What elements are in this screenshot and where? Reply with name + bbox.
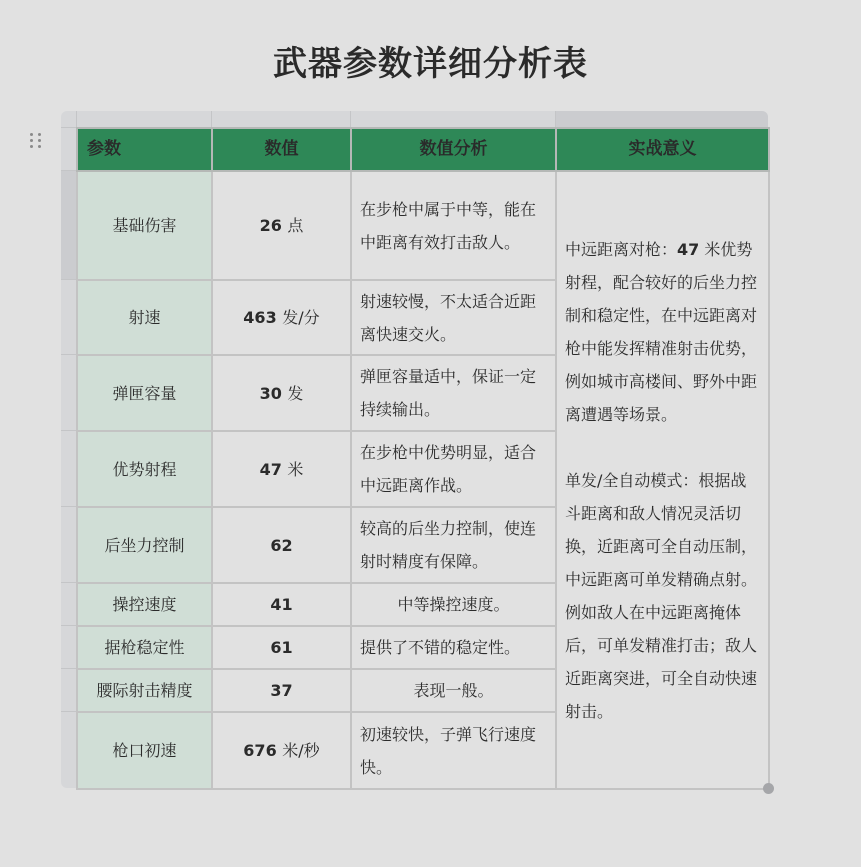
param-cell[interactable]: 弹匣容量 bbox=[77, 355, 212, 431]
meaning-range-text: 米优势射程，配合较好的后坐力控制和稳定性，在中远距离对枪中能发挥精准射击优势，例如城市高楼间、野外中距离遭遇等场景。 bbox=[565, 239, 758, 424]
value-number: 37 bbox=[270, 681, 293, 700]
analysis-cell[interactable]: 提供了不错的稳定性。 bbox=[351, 626, 556, 669]
value-cell[interactable] bbox=[212, 280, 351, 355]
column-header-bar bbox=[61, 111, 768, 127]
value-cell[interactable] bbox=[212, 431, 351, 507]
table-row bbox=[77, 171, 769, 280]
analysis-cell[interactable]: 在步枪中属于中等，能在中距离有效打击敌人。 bbox=[351, 171, 556, 280]
row-handle-8[interactable] bbox=[61, 668, 76, 711]
analysis-cell[interactable]: 较高的后坐力控制，使连射时精度有保障。 bbox=[351, 507, 556, 583]
page-title: 武器参数详细分析表 bbox=[273, 44, 588, 84]
param-cell[interactable]: 基础伤害 bbox=[77, 171, 212, 280]
param-cell[interactable]: 操控速度 bbox=[77, 583, 212, 626]
param-cell[interactable]: 后坐力控制 bbox=[77, 507, 212, 583]
table-header-row bbox=[77, 128, 769, 171]
value-cell[interactable] bbox=[212, 355, 351, 431]
column-handle-4[interactable] bbox=[555, 111, 768, 127]
analysis-cell[interactable]: 初速较快，子弹飞行速度快。 bbox=[351, 712, 556, 789]
header-analysis[interactable]: 数值分析 bbox=[351, 128, 556, 171]
column-handle-3[interactable] bbox=[350, 111, 555, 127]
meaning-cell[interactable] bbox=[556, 171, 769, 789]
value-cell[interactable] bbox=[212, 626, 351, 669]
value-unit: 点 bbox=[287, 216, 304, 235]
row-handle-2[interactable] bbox=[61, 279, 76, 354]
value-unit: 米 bbox=[287, 459, 304, 479]
meaning-spacer bbox=[565, 431, 760, 464]
value-cell[interactable] bbox=[212, 507, 351, 583]
column-handle-2[interactable] bbox=[211, 111, 350, 127]
table-frame bbox=[61, 111, 768, 788]
header-value[interactable]: 数值 bbox=[212, 128, 351, 171]
param-cell[interactable]: 优势射程 bbox=[77, 431, 212, 507]
row-handle-6[interactable] bbox=[61, 582, 76, 625]
value-cell[interactable] bbox=[212, 583, 351, 626]
value-number: 62 bbox=[270, 535, 293, 555]
table-resize-handle[interactable] bbox=[763, 783, 774, 794]
analysis-cell[interactable]: 射速较慢，不太适合近距离快速交火。 bbox=[351, 280, 556, 355]
param-cell[interactable]: 枪口初速 bbox=[77, 712, 212, 789]
meaning-range-number: 47 bbox=[677, 239, 700, 259]
weapon-stats-table bbox=[76, 127, 770, 790]
value-number: 676 bbox=[243, 741, 277, 760]
analysis-cell[interactable]: 在步枪中优势明显，适合中远距离作战。 bbox=[351, 431, 556, 507]
value-number: 41 bbox=[270, 595, 293, 614]
header-meaning[interactable]: 实战意义 bbox=[556, 128, 769, 171]
analysis-cell[interactable]: 表现一般。 bbox=[351, 669, 556, 712]
row-handle-7[interactable] bbox=[61, 625, 76, 668]
row-handle-3[interactable] bbox=[61, 354, 76, 430]
meaning-block-firemode: 单发/全自动模式：根据战斗距离和敌人情况灵活切换，近距离可全自动压制，中远距离可单发精确点射。例如敌人在中远距离掩体后，可单发精准打击；敌人近距离突进，可全自动快速射击。 bbox=[565, 470, 758, 721]
row-handle-9[interactable] bbox=[61, 711, 76, 788]
value-unit: 米/秒 bbox=[282, 741, 320, 760]
analysis-cell[interactable]: 中等操控速度。 bbox=[351, 583, 556, 626]
value-cell[interactable] bbox=[212, 669, 351, 712]
param-cell[interactable]: 射速 bbox=[77, 280, 212, 355]
value-cell[interactable] bbox=[212, 171, 351, 280]
row-handle-1[interactable] bbox=[61, 170, 76, 279]
value-number: 26 bbox=[259, 216, 282, 235]
value-number: 61 bbox=[270, 638, 293, 657]
value-unit: 发/分 bbox=[282, 308, 320, 327]
param-cell[interactable]: 据枪稳定性 bbox=[77, 626, 212, 669]
row-header-bar bbox=[61, 127, 76, 788]
analysis-cell[interactable]: 弹匣容量适中，保证一定持续输出。 bbox=[351, 355, 556, 431]
value-number: 47 bbox=[259, 459, 282, 479]
value-unit: 发 bbox=[287, 383, 304, 403]
header-param[interactable]: 参数 bbox=[77, 128, 212, 171]
value-cell[interactable] bbox=[212, 712, 351, 789]
value-number: 30 bbox=[259, 383, 282, 403]
row-handle-4[interactable] bbox=[61, 430, 76, 506]
row-handle-header[interactable] bbox=[61, 127, 76, 170]
param-cell[interactable]: 腰际射击精度 bbox=[77, 669, 212, 712]
value-number: 463 bbox=[243, 308, 277, 327]
column-handle-1[interactable] bbox=[76, 111, 211, 127]
drag-handle-icon[interactable] bbox=[30, 133, 42, 149]
row-handle-5[interactable] bbox=[61, 506, 76, 582]
meaning-range-label: 中远距离对枪： bbox=[565, 239, 678, 259]
meaning-block-range bbox=[565, 233, 760, 431]
